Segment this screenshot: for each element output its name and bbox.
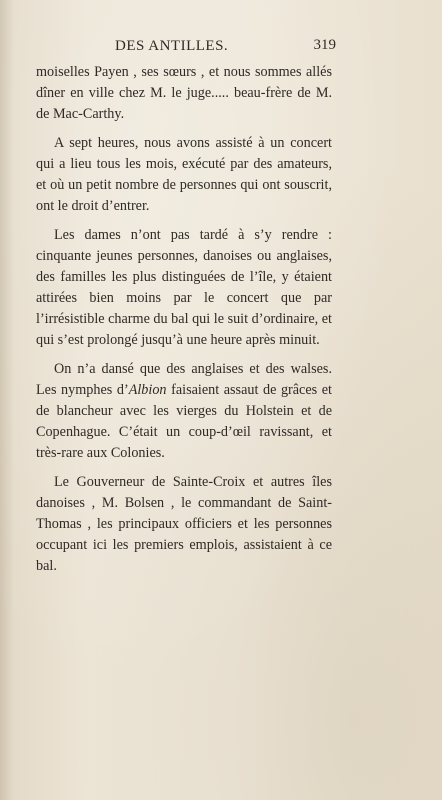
- body-text: [36, 62, 332, 577]
- paragraph-1: moiselles Payen , ses sœurs , et nous sommes allés dîner en ville chez M. le juge..... beau-frère de M. de Mac-Carthy.: [36, 64, 332, 122]
- paragraph-4-italic: Albion: [128, 382, 167, 398]
- page-content: [36, 36, 336, 585]
- paragraph-4: [36, 359, 332, 464]
- paragraph-5: Le Gouverneur de Sainte-Croix et autres îles danoises , M. Bolsen , le commandant de Saint-Thomas , les principaux officiers et les personnes occupant ici les premiers emplois, assistaient à ce bal.: [36, 474, 332, 574]
- page-number: 319: [313, 37, 336, 53]
- running-title: DES ANTILLES.: [115, 38, 229, 54]
- paragraph-4-text-a: On n’a dansé que des anglaises et des walses. Les nymphes d’: [36, 361, 332, 398]
- paragraph-4-text-b: faisaient assaut de grâces et de blancheur avec les vierges du Holstein et de Copenhague. C’était un coup-d’œil ravissant, et très-rare aux Colonies.: [36, 382, 332, 461]
- paragraph-3: Les dames n’ont pas tardé à s’y rendre : cinquante jeunes personnes, danoises ou anglaises, des familles les plus distinguées de l’île, y étaient attirées bien moins par le concert que par l’irrésistible charme du bal qui le suit d’ordinaire, et qui s’est prolongé jusqu’à une heure après minuit.: [36, 227, 332, 348]
- paragraph-2: A sept heures, nous avons assisté à un concert qui a lieu tous les mois, exécuté par des amateurs, et où un petit nombre de personnes qui ont souscrit, ont le droit d’entrer.: [36, 135, 332, 214]
- running-head: [36, 36, 336, 58]
